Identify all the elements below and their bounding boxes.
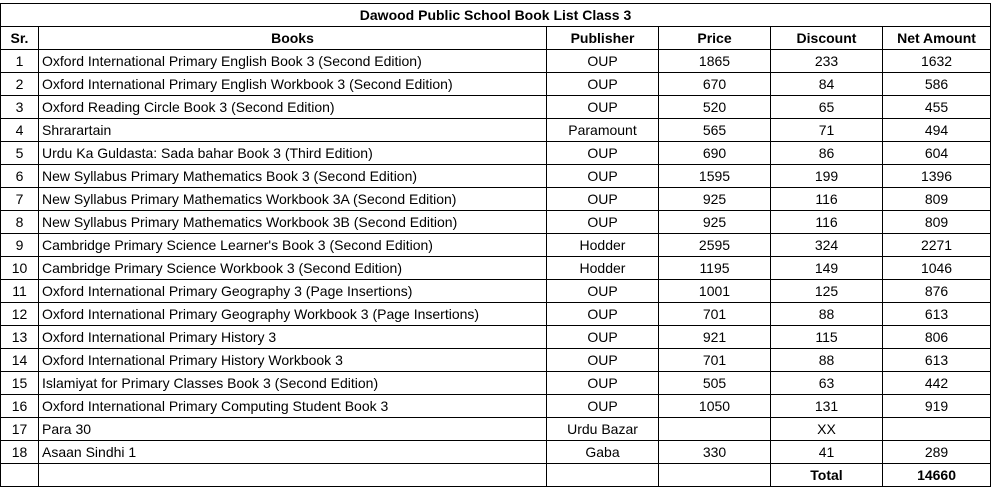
table-row [1,142,991,165]
row-discount-cell: 65 [771,96,883,119]
row-discount-cell: 84 [771,73,883,96]
row-book-cell: Oxford Reading Circle Book 3 (Second Edition) [39,96,547,119]
header-price: Price [659,27,771,50]
row-price-cell: 1195 [659,257,771,280]
row-net-amount-cell: 613 [883,349,991,372]
row-publisher-cell: OUP [547,326,659,349]
row-price-cell: 1050 [659,395,771,418]
row-sr-cell: 5 [1,142,39,165]
row-sr-cell: 1 [1,50,39,73]
row-discount-cell: 116 [771,211,883,234]
row-sr-cell: 10 [1,257,39,280]
header-net-amount: Net Amount [883,27,991,50]
row-price-cell: 330 [659,441,771,464]
row-net-amount-cell: 613 [883,303,991,326]
table-row [1,96,991,119]
row-book-cell: Oxford International Primary Geography Workbook 3 (Page Insertions) [39,303,547,326]
row-discount-cell: 71 [771,119,883,142]
row-net-amount-cell: 806 [883,326,991,349]
row-book-cell: Oxford International Primary English Book 3 (Second Edition) [39,50,547,73]
row-net-amount-cell: 1632 [883,50,991,73]
table-row [1,395,991,418]
row-net-amount-cell: 876 [883,280,991,303]
row-discount-cell: 131 [771,395,883,418]
row-price-cell: 701 [659,303,771,326]
row-net-amount-cell: 442 [883,372,991,395]
row-discount-cell: 41 [771,441,883,464]
row-book-cell: Cambridge Primary Science Workbook 3 (Second Edition) [39,257,547,280]
table-row [1,188,991,211]
row-price-cell: 2595 [659,234,771,257]
row-sr-cell: 12 [1,303,39,326]
row-publisher-cell: OUP [547,303,659,326]
row-price-cell: 1001 [659,280,771,303]
row-price-cell: 921 [659,326,771,349]
row-net-amount-cell: 455 [883,96,991,119]
table-row [1,73,991,96]
row-discount-cell: 63 [771,372,883,395]
row-price-cell: 701 [659,349,771,372]
row-price-cell: 520 [659,96,771,119]
row-sr-cell: 13 [1,326,39,349]
table-row [1,50,991,73]
row-book-cell: Urdu Ka Guldasta: Sada bahar Book 3 (Third Edition) [39,142,547,165]
book-list-table [0,3,991,487]
row-sr-cell: 14 [1,349,39,372]
row-book-cell: Para 30 [39,418,547,441]
row-publisher-cell: OUP [547,96,659,119]
total-empty-cell [39,464,547,487]
row-discount-cell: 324 [771,234,883,257]
table-row [1,119,991,142]
row-net-amount-cell: 2271 [883,234,991,257]
total-row [1,464,991,487]
row-publisher-cell: Hodder [547,234,659,257]
row-book-cell: Shrarartain [39,119,547,142]
row-price-cell: 670 [659,73,771,96]
row-net-amount-cell: 1396 [883,165,991,188]
row-price-cell: 1865 [659,50,771,73]
row-net-amount-cell: 809 [883,188,991,211]
row-publisher-cell: Hodder [547,257,659,280]
table-row [1,441,991,464]
row-publisher-cell: OUP [547,211,659,234]
row-book-cell: Oxford International Primary English Workbook 3 (Second Edition) [39,73,547,96]
row-publisher-cell: OUP [547,349,659,372]
row-price-cell: 925 [659,188,771,211]
row-publisher-cell: OUP [547,50,659,73]
row-publisher-cell: Urdu Bazar [547,418,659,441]
table-row [1,418,991,441]
row-publisher-cell: OUP [547,280,659,303]
row-net-amount-cell: 1046 [883,257,991,280]
row-sr-cell: 11 [1,280,39,303]
row-price-cell: 925 [659,211,771,234]
row-discount-cell: 233 [771,50,883,73]
table-row [1,303,991,326]
row-book-cell: Oxford International Primary Computing Student Book 3 [39,395,547,418]
header-publisher: Publisher [547,27,659,50]
row-sr-cell: 15 [1,372,39,395]
row-discount-cell: 115 [771,326,883,349]
row-sr-cell: 4 [1,119,39,142]
header-sr: Sr. [1,27,39,50]
row-sr-cell: 17 [1,418,39,441]
row-net-amount-cell: 919 [883,395,991,418]
table-row [1,257,991,280]
row-book-cell: Oxford International Primary Geography 3 (Page Insertions) [39,280,547,303]
row-net-amount-cell: 809 [883,211,991,234]
row-net-amount-cell: 494 [883,119,991,142]
total-empty-cell [659,464,771,487]
row-discount-cell: 88 [771,303,883,326]
row-publisher-cell: OUP [547,372,659,395]
table-row [1,280,991,303]
row-discount-cell: 149 [771,257,883,280]
table-row [1,349,991,372]
row-publisher-cell: Paramount [547,119,659,142]
title-row [1,4,991,27]
row-net-amount-cell: 604 [883,142,991,165]
row-sr-cell: 2 [1,73,39,96]
row-net-amount-cell: 586 [883,73,991,96]
row-sr-cell: 18 [1,441,39,464]
header-row [1,27,991,50]
row-price-cell: 565 [659,119,771,142]
row-discount-cell: 116 [771,188,883,211]
row-book-cell: Islamiyat for Primary Classes Book 3 (Second Edition) [39,372,547,395]
table-row [1,165,991,188]
row-book-cell: Oxford International Primary History Workbook 3 [39,349,547,372]
table-title: Dawood Public School Book List Class 3 [1,4,991,27]
row-publisher-cell: OUP [547,142,659,165]
total-empty-cell [547,464,659,487]
row-sr-cell: 6 [1,165,39,188]
row-publisher-cell: Gaba [547,441,659,464]
row-sr-cell: 3 [1,96,39,119]
row-net-amount-cell [883,418,991,441]
header-books: Books [39,27,547,50]
row-sr-cell: 8 [1,211,39,234]
row-discount-cell: 88 [771,349,883,372]
row-book-cell: New Syllabus Primary Mathematics Book 3 (Second Edition) [39,165,547,188]
row-publisher-cell: OUP [547,73,659,96]
row-publisher-cell: OUP [547,188,659,211]
row-price-cell: 1595 [659,165,771,188]
row-book-cell: Oxford International Primary History 3 [39,326,547,349]
row-price-cell: 505 [659,372,771,395]
table-row [1,234,991,257]
total-label: Total [771,464,883,487]
total-empty-cell [1,464,39,487]
row-sr-cell: 7 [1,188,39,211]
header-discount: Discount [771,27,883,50]
row-discount-cell: 125 [771,280,883,303]
table-row [1,326,991,349]
table-row [1,211,991,234]
row-discount-cell: 199 [771,165,883,188]
row-discount-cell: 86 [771,142,883,165]
row-net-amount-cell: 289 [883,441,991,464]
row-publisher-cell: OUP [547,395,659,418]
row-publisher-cell: OUP [547,165,659,188]
total-value: 14660 [883,464,991,487]
row-sr-cell: 16 [1,395,39,418]
row-book-cell: New Syllabus Primary Mathematics Workbook 3B (Second Edition) [39,211,547,234]
table-row [1,372,991,395]
row-book-cell: New Syllabus Primary Mathematics Workbook 3A (Second Edition) [39,188,547,211]
row-discount-cell: XX [771,418,883,441]
row-price-cell [659,418,771,441]
row-book-cell: Asaan Sindhi 1 [39,441,547,464]
row-book-cell: Cambridge Primary Science Learner's Book 3 (Second Edition) [39,234,547,257]
row-price-cell: 690 [659,142,771,165]
row-sr-cell: 9 [1,234,39,257]
